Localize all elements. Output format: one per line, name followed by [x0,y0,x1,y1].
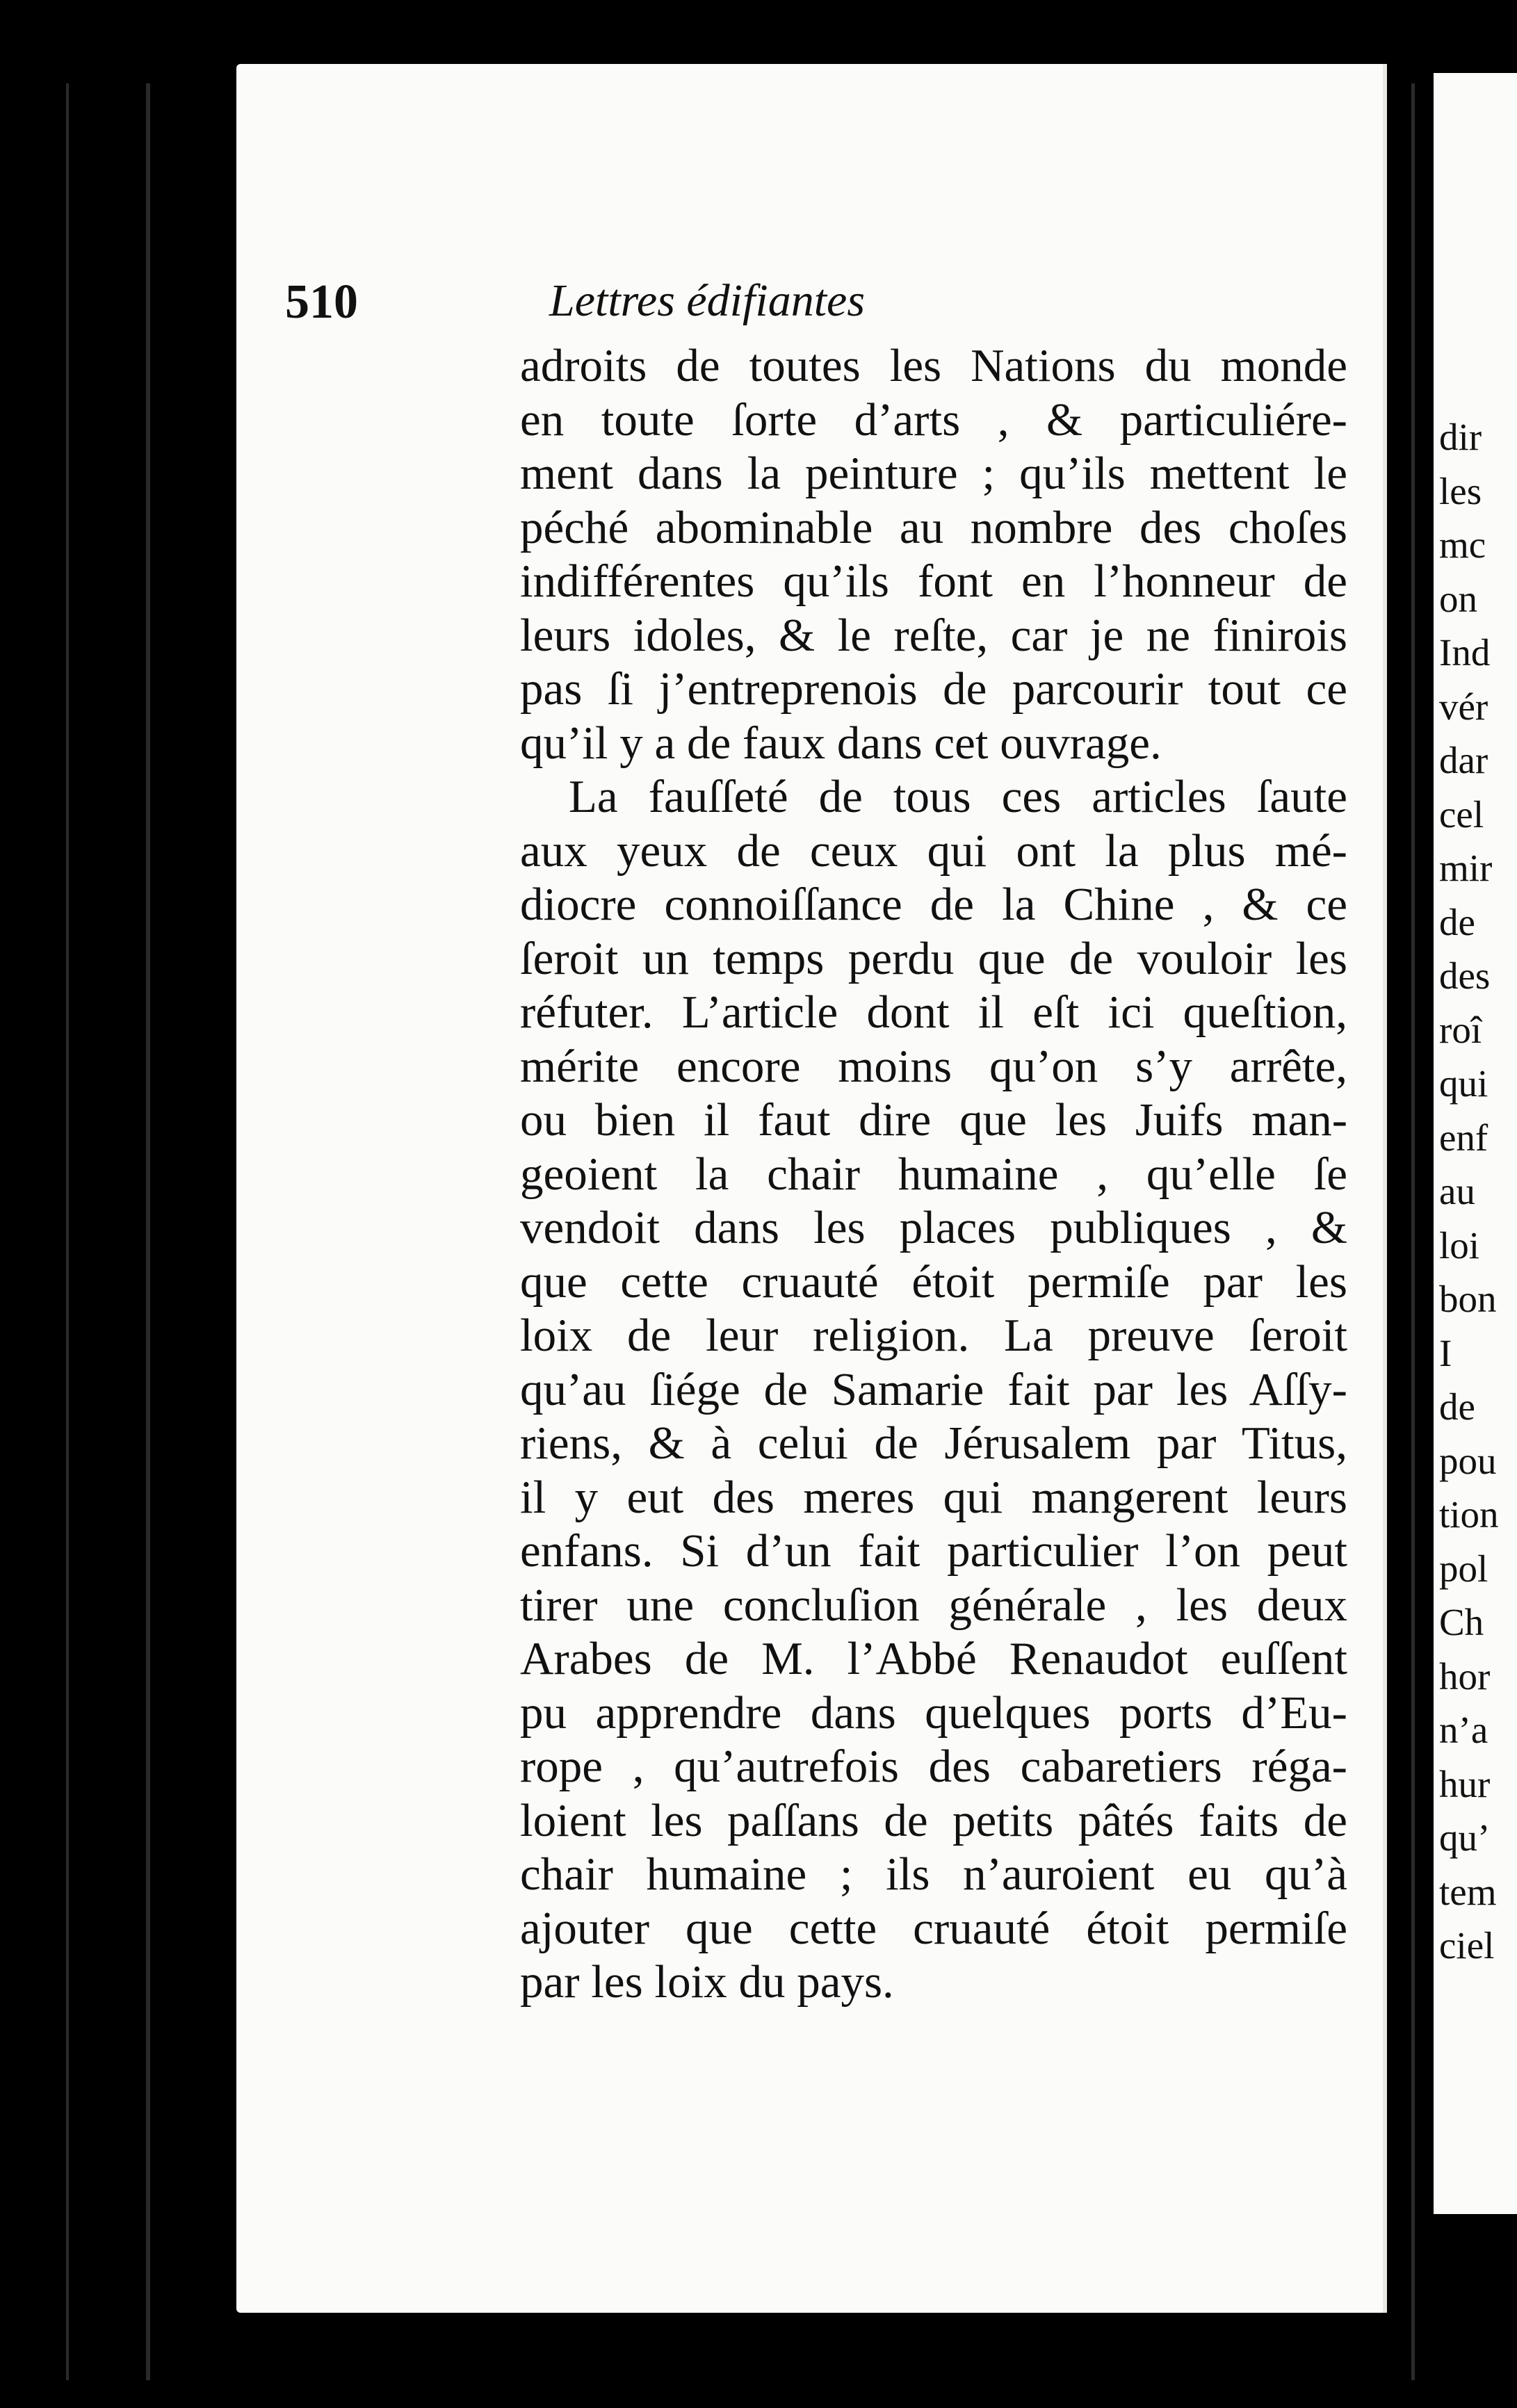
right-page-fragment: des [1439,954,1491,997]
text-line: loient les paſſans de petits pâtés faits de [520,1794,1347,1846]
right-page-fragment: roî [1439,1008,1482,1051]
text-line: ſeroit un temps perdu que de vouloir les [520,932,1347,984]
right-page-fragment: loi [1439,1223,1480,1267]
text-line: pu apprendre dans quelques ports d’Eu- [520,1686,1347,1739]
text-line: en toute ſorte d’arts , & particuliére- [520,393,1347,446]
right-page-text-fragments [1439,415,1517,1978]
right-page-fragment: mc [1439,523,1486,566]
right-page-edge [1434,73,1517,2214]
text-line: réfuter. L’article dont il eſt ici queſtion, [520,986,1347,1038]
right-page-fragment: vér [1439,685,1488,728]
page-number: 510 [285,275,358,329]
text-line: ajouter que cette cruauté étoit permiſe [520,1902,1347,1954]
text-line: rope , qu’autrefois des cabaretiers réga- [520,1741,1347,1792]
text-line: il y eut des meres qui mangerent leurs [520,1471,1347,1523]
spine-shadow-line [146,83,150,2380]
text-line: enfans. Si d’un fait particulier l’on peut [520,1525,1347,1577]
right-page-fragment: tem [1439,1870,1497,1913]
text-line: chair humaine ; ils n’auroient eu qu’à [520,1848,1347,1900]
text-line: leurs idoles, & le reſte, car je ne finirois [520,609,1347,661]
right-page-fragment: de [1439,900,1475,943]
text-line: Arabes de M. l’Abbé Renaudot euſſent [520,1633,1347,1684]
right-page-fragment: mir [1439,847,1493,889]
spine-shadow-line [66,83,69,2380]
text-line: riens, & à celui de Jérusalem par Titus, [520,1417,1347,1469]
right-page-fragment: I [1439,1331,1452,1374]
right-page-fragment: Ind [1439,631,1491,674]
right-page-fragment: on [1439,577,1477,620]
right-page-fragment: de [1439,1385,1475,1428]
text-line: qu’au ſiége de Samarie fait par les Aſſy- [520,1363,1347,1415]
right-page-fragment: cel [1439,792,1484,836]
text-line: ment dans la peinture ; qu’ils mettent le [520,448,1347,499]
text-line: aux yeux de ceux qui ont la plus mé- [520,824,1347,877]
text-line: qu’il y a de faux dans cet ouvrage. [520,717,1162,769]
right-page-fragment: qu’ [1439,1816,1491,1859]
right-page-fragment: dir [1439,416,1482,458]
text-line: tirer une concluſion générale , les deux [520,1579,1347,1631]
right-page-fragment: bon [1439,1278,1497,1320]
right-page-fragment: ciel [1439,1924,1495,1967]
right-page-fragment: au [1439,1170,1475,1212]
text-line: péché abominable au nombre des choſes [520,501,1347,553]
text-line: ou bien il faut dire que les Juifs man- [520,1094,1347,1146]
running-title: Lettres édifiantes [549,275,866,326]
right-page-fragment: hur [1439,1762,1491,1805]
text-line: adroits de toutes les Nations du monde [520,340,1347,391]
right-page-fragment: enf [1439,1116,1488,1159]
text-line: indifférentes qu’ils font en l’honneur de [520,555,1347,607]
right-page-fragment: pol [1439,1547,1488,1590]
right-page-fragment: les [1439,469,1482,512]
text-line: vendoit dans les places publiques , & [520,1202,1347,1253]
page-header [285,275,1161,337]
right-page-fragment: dar [1439,739,1488,781]
right-page-fragment: Ch [1439,1601,1484,1643]
right-page-fragment: pou [1439,1439,1497,1482]
text-line: pas ſi j’entreprenois de parcourir tout ce [520,663,1347,715]
right-page-fragment: n’a [1439,1709,1488,1751]
text-line: mérite encore moins qu’on s’y arrête, [520,1040,1347,1092]
text-line: La fauſſeté de tous ces articles ſaute [569,771,1347,822]
right-page-fragment: qui [1439,1062,1488,1105]
body-text [520,339,1347,2010]
text-line: que cette cruauté étoit permiſe par les [520,1255,1347,1308]
right-page-fragment: tion [1439,1493,1499,1536]
text-line: par les loix du pays. [520,1956,894,2008]
text-line: geoient la chair humaine , qu’elle ſe [520,1148,1347,1200]
text-line: loix de leur religion. La preuve ſeroit [520,1310,1347,1361]
text-line: diocre connoiſſance de la Chine , & ce [520,879,1347,930]
right-page-fragment: hor [1439,1654,1491,1698]
gutter-shadow-line [1411,83,1415,2380]
